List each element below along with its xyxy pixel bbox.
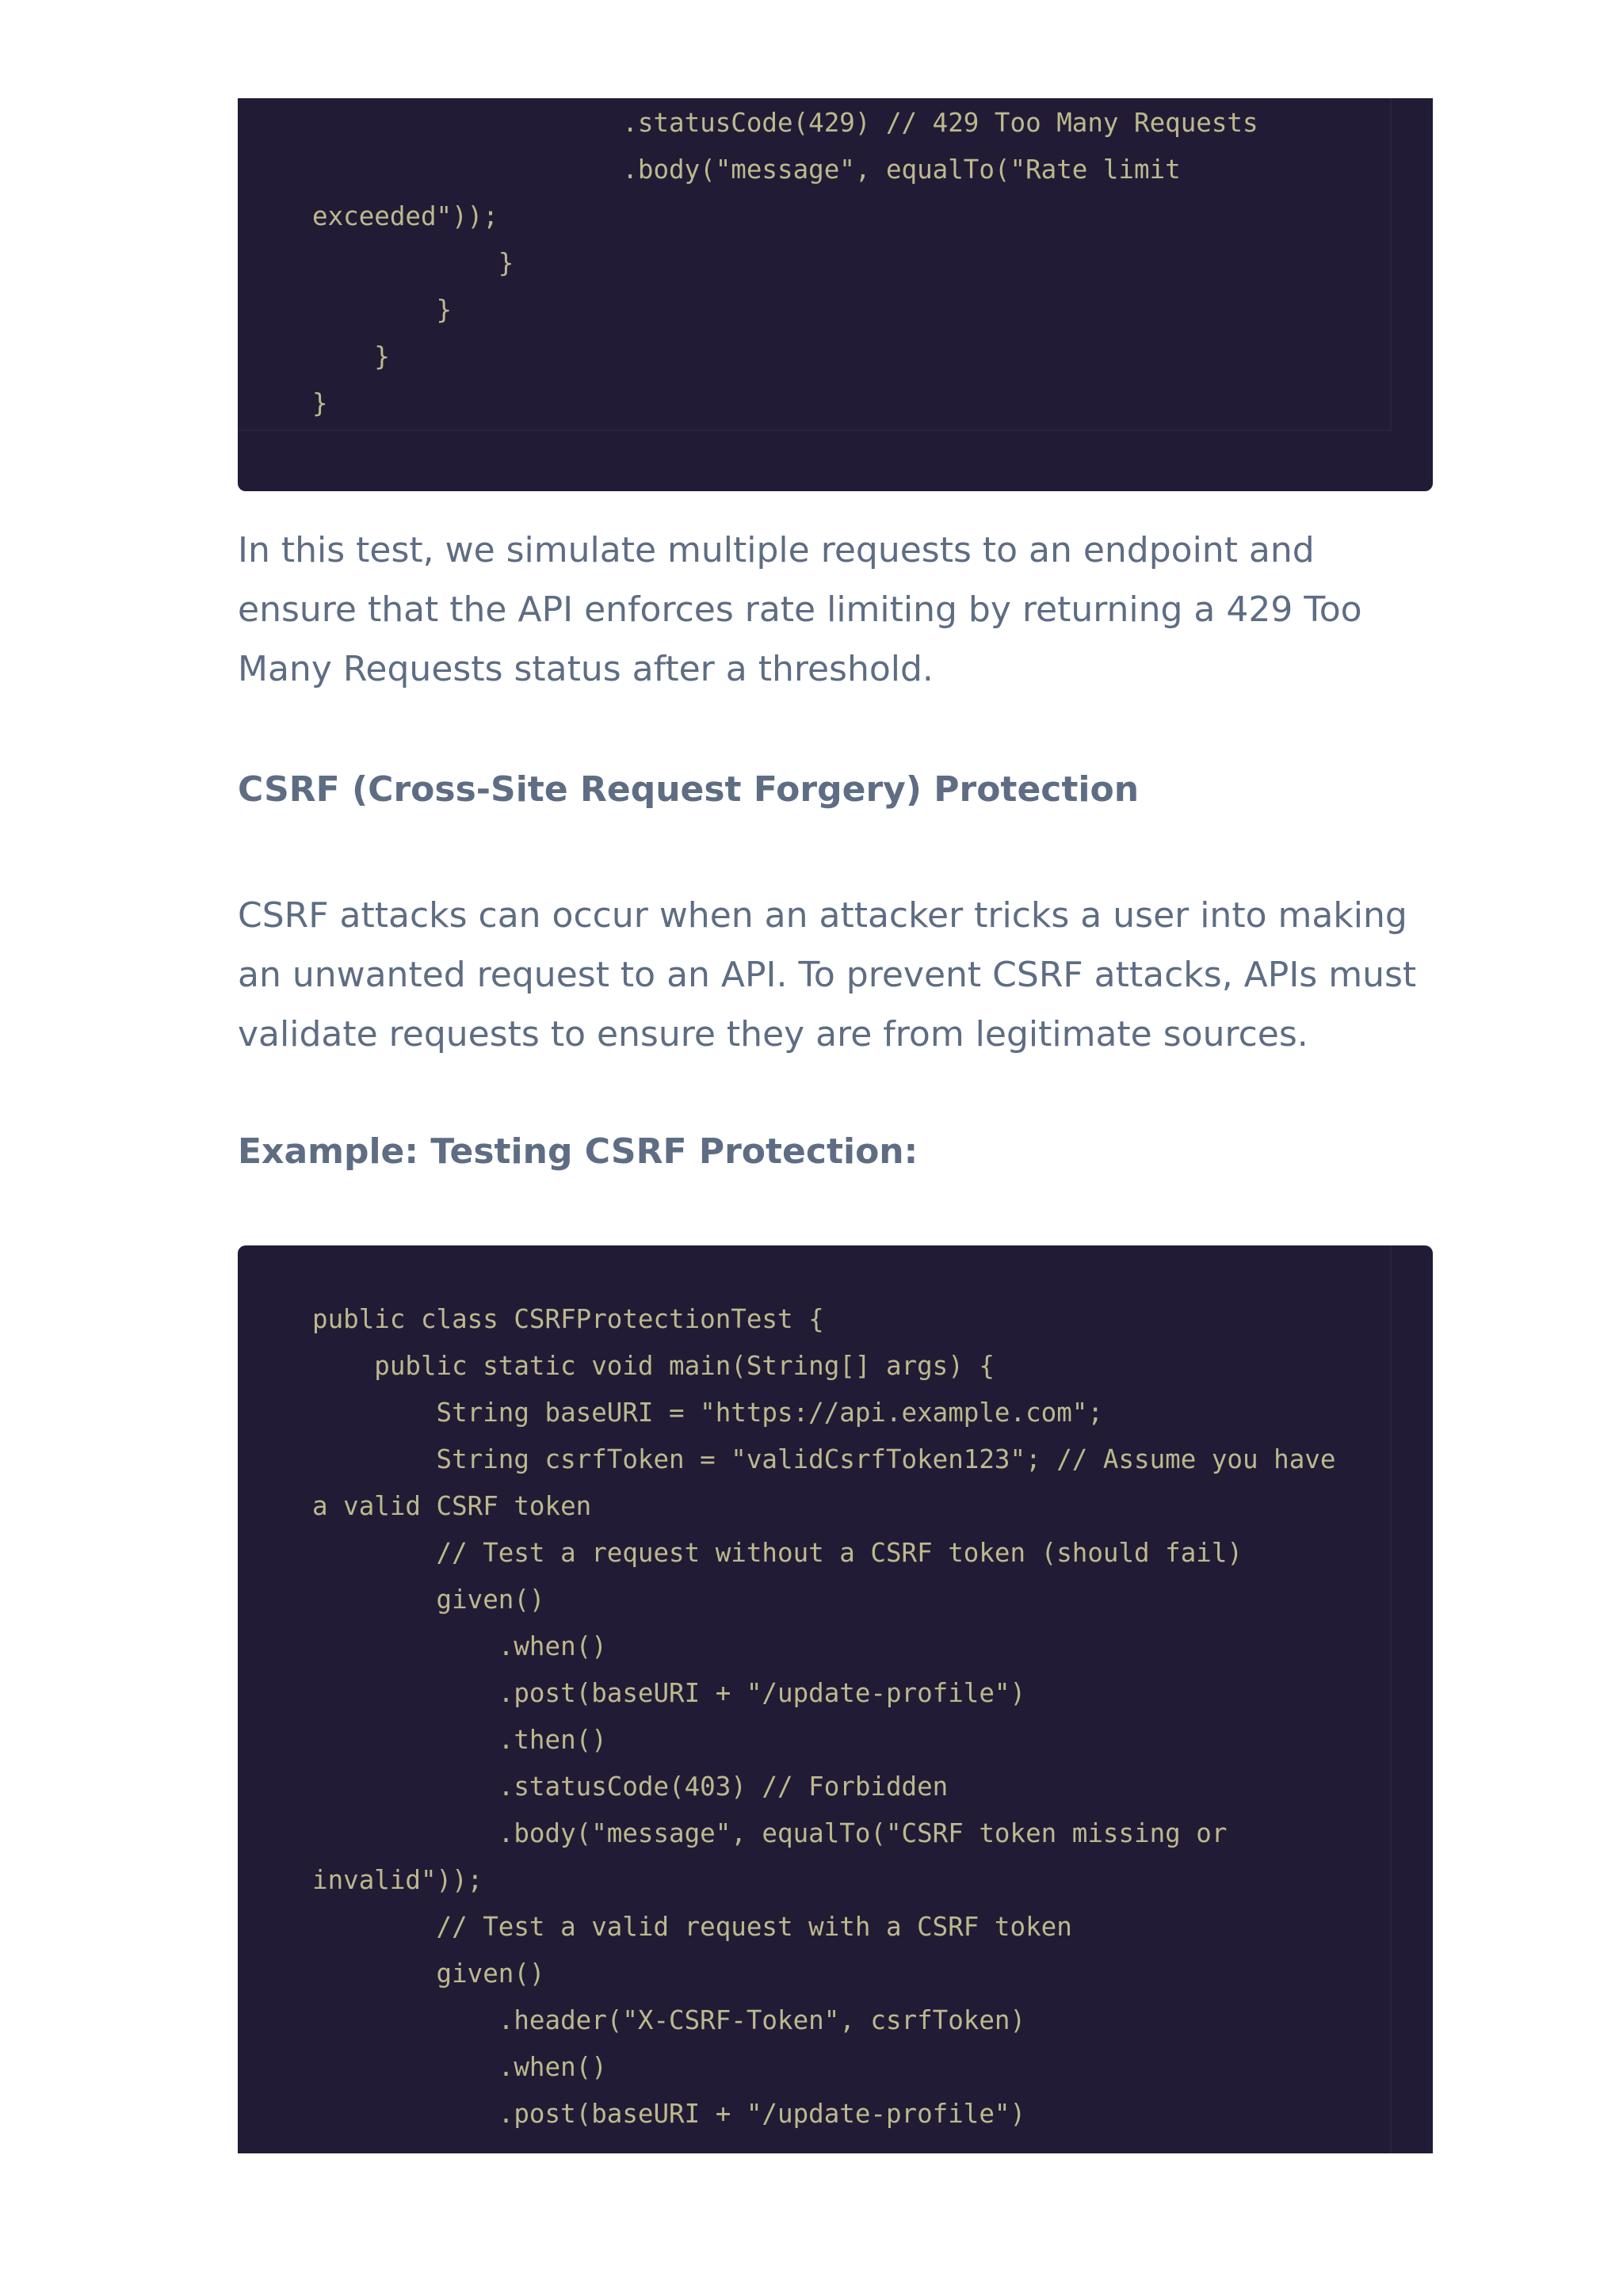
code-scroll-area[interactable] — [238, 1245, 1392, 2153]
paragraph-rate-limit-explanation: In this test, we simulate multiple requests to an endpoint and ensure that the API enforces rate limiting by returning a 429 Too Many Requests status after a threshold. — [238, 530, 1362, 689]
heading-csrf-protection: CSRF (Cross-Site Request Forgery) Protection — [238, 769, 1140, 810]
code-text: .statusCode(429) // 429 Too Many Requests .body("message", equalTo("Rate limit exceeded")); } } } } — [312, 108, 1258, 418]
code-text: public class CSRFProtectionTest { public static void main(String[] args) { String baseURI = "https://api.example.com"; String csrfToken = "validCsrfToken123"; // Assume you have a valid CSRF token // Test a request without a CSRF token (should fail) given() .when() .post(baseURI + "/update-profile") .then() .statusCode(403) // Forbidden .body("message", equalTo("CSRF token missing or invalid")); // Test a valid request with a CSRF token given() .header("X-CSRF-Token", csrfToken) .when() .post(baseURI + "/update-profile") — [312, 1304, 1336, 2129]
code-scroll-area[interactable] — [238, 98, 1392, 431]
paragraph-csrf-description: CSRF attacks can occur when an attacker tricks a user into making an unwanted request to an API. To prevent CSRF attacks, APIs must validate requests to ensure they are from legitimate sources. — [238, 895, 1417, 1055]
code-block-rate-limit — [238, 98, 1433, 491]
heading-example-csrf: Example: Testing CSRF Protection: — [238, 1131, 918, 1172]
code-block-csrf-test — [238, 1245, 1433, 2153]
